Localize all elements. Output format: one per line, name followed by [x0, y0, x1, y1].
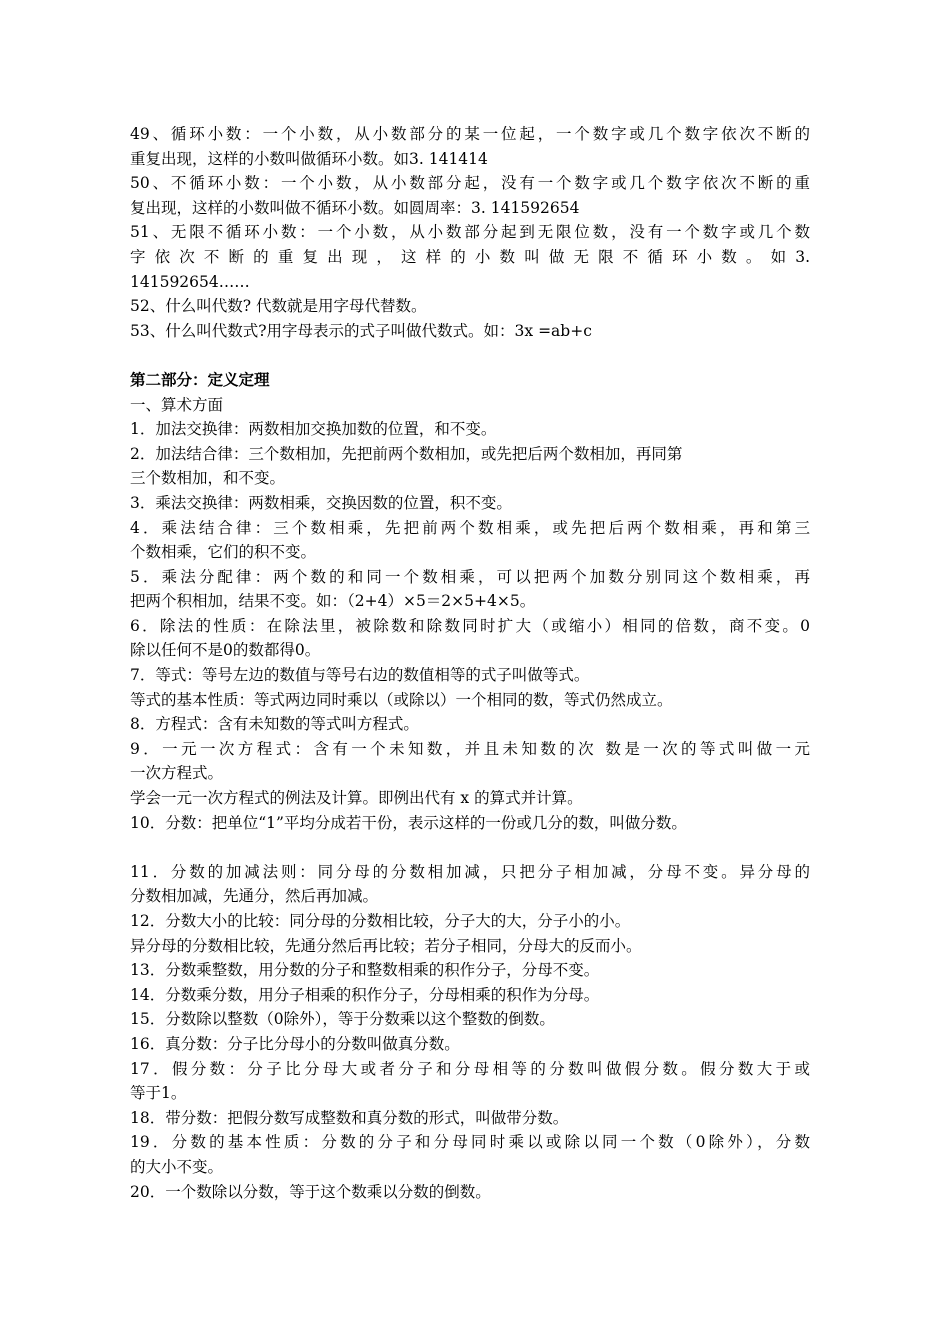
document-page — [130, 122, 810, 1204]
text-line: 的大小不变。 — [130, 1157, 224, 1176]
text-line: 10．分数：把单位“1”平均分成若干份，表示这样的一份或几分的数，叫做分数。 — [130, 813, 687, 832]
text-line: 学会一元一次方程式的例法及计算。即例出代有 x 的算式并计算。 — [130, 789, 583, 808]
text-line: 14．分数乘分数，用分子相乘的积作分子，分母相乘的积作为分母。 — [130, 985, 600, 1004]
text-line: 52、什么叫代数? 代数就是用字母代替数。 — [130, 297, 427, 316]
text-line: 53、什么叫代数式?用字母表示的式子叫做代数式。如：3x =ab+c — [130, 321, 592, 340]
text-line: 一次方程式。 — [130, 764, 224, 783]
text-line: 13．分数乘整数，用分数的分子和整数相乘的积作分子，分母不变。 — [130, 961, 600, 980]
text-line: 三个数相加，和不变。 — [130, 469, 286, 488]
text-line: 2．加法结合律：三个数相加，先把前两个数相加，或先把后两个数相加，再同第 — [130, 444, 683, 463]
text-line: 11．分数的加减法则：同分母的分数相加减，只把分子相加减，分母不变。异分母的 — [130, 862, 810, 881]
text-line: 20．一个数除以分数，等于这个数乘以分数的倒数。 — [130, 1182, 491, 1201]
text-line: 5．乘法分配律：两个数的和同一个数相乘，可以把两个加数分别同这个数相乘，再 — [130, 567, 810, 586]
text-line: 51、无限不循环小数：一个小数，从小数部分起到无限位数，没有一个数字或几个数 — [130, 223, 810, 242]
text-line: 分数相加减，先通分，然后再加减。 — [130, 887, 379, 906]
text-line: 3．乘法交换律：两数相乘，交换因数的位置，积不变。 — [130, 493, 512, 512]
text-line: 6．除法的性质：在除法里，被除数和除数同时扩大（或缩小）相同的倍数，商不变。0 — [130, 616, 810, 635]
text-line: 4．乘法结合律：三个数相乘，先把前两个数相乘，或先把后两个数相乘，再和第三 — [130, 518, 810, 537]
text-line: 1．加法交换律：两数相加交换加数的位置，和不变。 — [130, 420, 497, 439]
text-line: 18．带分数：把假分数写成整数和真分数的形式，叫做带分数。 — [130, 1108, 569, 1127]
text-line: 8．方程式：含有未知数的等式叫方程式。 — [130, 715, 419, 734]
text-line: 7．等式：等号左边的数值与等号右边的数值相等的式子叫做等式。 — [130, 666, 590, 685]
text-line: 把两个积相加，结果不变。如：（2+4）×5＝2×5+4×5。 — [130, 592, 536, 611]
text-line: 16．真分数：分子比分母小的分数叫做真分数。 — [130, 1034, 460, 1053]
text-line: 19．分数的基本性质：分数的分子和分母同时乘以或除以同一个数（0除外），分数 — [130, 1133, 810, 1152]
text-line: 个数相乘，它们的积不变。 — [130, 543, 317, 562]
text-line: 49、循环小数：一个小数，从小数部分的某一位起，一个数字或几个数字依次不断的 — [130, 125, 810, 143]
text-line: 9．一元一次方程式：含有一个未知数，并且未知数的次 数是一次的等式叫做一元 — [130, 739, 810, 758]
text-line: 17．假分数：分子比分母大或者分子和分母相等的分数叫做假分数。假分数大于或 — [130, 1059, 810, 1078]
text-line: 字依次不断的重复出现，这样的小数叫做无限不循环小数。如3. — [130, 247, 810, 266]
text-line: 15．分数除以整数（0除外），等于分数乘以这个整数的倒数。 — [130, 1010, 555, 1029]
blank-line — [130, 835, 810, 860]
section-heading: 第二部分：定义定理 — [130, 369, 270, 389]
text-line: 异分母的分数相比较，先通分然后再比较；若分子相同，分母大的反而小。 — [130, 936, 642, 955]
text-line: 重复出现，这样的小数叫做循环小数。如3. 141414 — [130, 149, 488, 168]
text-line: 等于1。 — [130, 1084, 187, 1103]
blank-line — [130, 343, 810, 368]
text-line: 141592654…… — [130, 272, 250, 291]
text-line: 复出现，这样的小数叫做不循环小数。如圆周率：3. 141592654 — [130, 198, 580, 217]
text-line: 等式的基本性质：等式两边同时乘以（或除以）一个相同的数，等式仍然成立。 — [130, 690, 673, 709]
text-line: 除以任何不是0的数都得0。 — [130, 641, 321, 660]
text-line: 50、不循环小数：一个小数，从小数部分起，没有一个数字或几个数字依次不断的重 — [130, 174, 810, 193]
text-line: 12．分数大小的比较：同分母的分数相比较，分子大的大，分子小的小。 — [130, 912, 631, 930]
subsection-heading: 一、算术方面 — [130, 395, 224, 414]
